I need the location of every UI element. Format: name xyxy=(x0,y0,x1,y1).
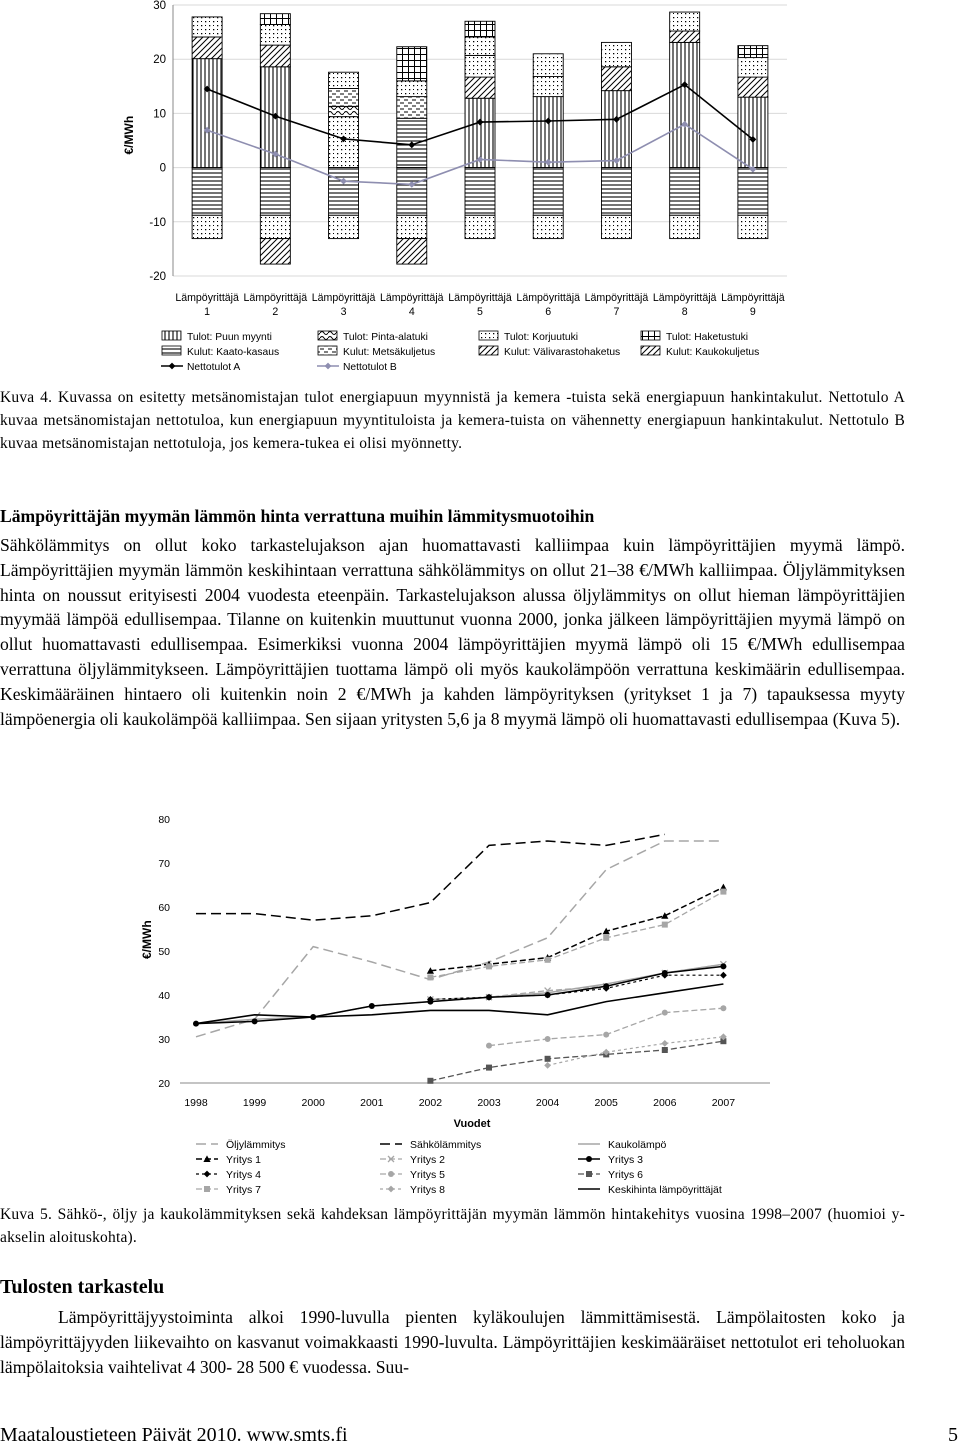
x-tick-label: 2004 xyxy=(535,1097,560,1109)
bar-segment xyxy=(329,88,359,106)
bar-segment xyxy=(260,45,290,67)
bar-segment xyxy=(670,31,700,42)
legend-swatch xyxy=(479,331,498,340)
y-tick-label: 80 xyxy=(158,814,170,826)
bar-segment xyxy=(533,97,563,168)
legend-label: Yritys 8 xyxy=(410,1184,446,1196)
series-marker xyxy=(545,1056,551,1062)
x-category-number: 8 xyxy=(681,306,688,318)
bar-segment xyxy=(329,215,359,238)
section-heading-results: Tulosten tarkastelu xyxy=(0,1276,165,1298)
x-category-number: 9 xyxy=(749,306,756,318)
bar-segment xyxy=(260,168,290,216)
legend-marker xyxy=(204,1186,210,1192)
bar-segment xyxy=(465,37,495,55)
legend-swatch xyxy=(479,346,498,355)
x-category-number: 7 xyxy=(613,306,620,318)
legend-label: Kulut: Välivarastohaketus xyxy=(504,347,621,358)
bar-segment xyxy=(738,46,768,58)
series-marker xyxy=(603,935,609,941)
x-category-number: 6 xyxy=(545,306,552,318)
series-line xyxy=(430,892,723,978)
legend-label: Öljylämmitys xyxy=(226,1139,286,1151)
series-line xyxy=(196,841,723,1037)
bar-segment xyxy=(533,215,563,238)
series-marker xyxy=(369,1003,375,1009)
x-category-label: Lämpöyrittäjä xyxy=(721,292,785,304)
x-category-label: Lämpöyrittäjä xyxy=(243,292,308,304)
bar-segment xyxy=(397,168,427,216)
x-category-label: Lämpöyrittäjä xyxy=(584,292,649,304)
bar-segment xyxy=(601,215,631,238)
legend-marker xyxy=(586,1171,592,1177)
series-marker xyxy=(662,922,668,928)
series-marker xyxy=(662,1047,668,1053)
bar-segment xyxy=(192,168,222,216)
figure-5-caption: Kuva 5. Sähkö-, öljy ja kaukolämmityksen sekä kahdeksan lämpöyrittäjän myymän lämmön hintakehitys vuosina 1998–2007 (huomioi y-akselin aloituskohta). xyxy=(0,1206,905,1246)
bar-segment xyxy=(670,42,700,167)
bar-segment xyxy=(465,168,495,216)
x-tick-label: 2006 xyxy=(653,1097,677,1109)
bar-segment xyxy=(397,215,427,238)
bar-segment xyxy=(533,168,563,216)
section-body-results: Lämpöyrittäjyystoiminta alkoi 1990-luvulla pienten kyläkoulujen lämmittämisestä. Lämpölaitosten koko ja lämpöyrittäjyyden liikevaihto on kasvanut voimakkaasti 1990-luvulta. Lämpöyrittäjien keskimääräiset nettotulot eri teholuokan lämpölaitoksia vaihtelivat 4 300- 28 500 € vuodessa. Suu- xyxy=(0,1307,905,1377)
footer-text: Maataloustieteen Päivät 2010. www.smts.fi xyxy=(0,1424,348,1446)
series-marker xyxy=(720,1005,726,1011)
series-marker xyxy=(252,1018,258,1024)
series-marker xyxy=(545,1036,551,1042)
legend-swatch xyxy=(318,331,337,340)
legend-label: Kulut: Kaukokuljetus xyxy=(666,347,760,358)
legend-label: Kulut: Metsäkuljetus xyxy=(343,347,436,358)
y-tick-label: 20 xyxy=(153,54,166,67)
bar-segment xyxy=(738,97,768,167)
bar-segment xyxy=(329,106,359,116)
series-marker xyxy=(486,1065,492,1071)
series-marker xyxy=(545,957,551,963)
bar-segment xyxy=(329,168,359,216)
y-tick-label: 0 xyxy=(159,162,166,175)
x-category-number: 2 xyxy=(272,306,279,318)
legend-label: Kaukolämpö xyxy=(608,1139,667,1151)
bar-segment xyxy=(260,14,290,25)
legend-marker xyxy=(586,1156,592,1162)
series-line xyxy=(430,887,723,971)
bar-segment xyxy=(670,215,700,238)
bar-segment xyxy=(192,59,222,168)
y-tick-label: 30 xyxy=(158,1034,170,1046)
x-tick-label: 2003 xyxy=(477,1097,501,1109)
x-category-label: Lämpöyrittäjä xyxy=(311,292,376,304)
x-tick-label: 2000 xyxy=(301,1097,325,1109)
legend-label: Yritys 6 xyxy=(608,1169,644,1181)
bar-segment xyxy=(192,215,222,238)
series-line xyxy=(430,975,723,999)
x-axis-label: Vuodet xyxy=(453,1118,491,1130)
legend-swatch xyxy=(318,346,337,355)
bar-segment xyxy=(260,25,290,46)
y-axis-label: €/MWh xyxy=(122,115,136,155)
x-tick-label: 1998 xyxy=(184,1097,208,1109)
bar-segment xyxy=(397,81,427,97)
series-marker xyxy=(486,1043,492,1049)
bar-segment xyxy=(738,77,768,97)
bar-segment xyxy=(533,54,563,77)
legend-label: Nettotulot B xyxy=(343,362,397,373)
bar-segment xyxy=(260,215,290,238)
bar-segment xyxy=(670,168,700,216)
bar-segment xyxy=(601,42,631,66)
x-category-label: Lämpöyrittäjä xyxy=(448,292,512,304)
legend-label: Tulot: Haketustuki xyxy=(666,332,749,343)
series-line xyxy=(430,964,723,999)
figure-4-stacked-bar-chart xyxy=(0,0,960,380)
bar-segment xyxy=(465,55,495,77)
legend-label: Tulot: Puun myynti xyxy=(187,332,272,343)
x-tick-label: 1999 xyxy=(242,1097,267,1109)
y-axis-label: €/MWh xyxy=(140,920,154,959)
legend-label: Yritys 3 xyxy=(608,1154,644,1166)
bar-segment xyxy=(192,37,222,59)
legend-label: Tulot: Pinta-alatuki xyxy=(343,332,428,343)
bar-segment xyxy=(465,215,495,238)
bar-segment xyxy=(465,77,495,98)
bar-segment xyxy=(397,239,427,264)
legend-label: Yritys 2 xyxy=(410,1154,446,1166)
legend-swatch xyxy=(641,346,660,355)
series-marker xyxy=(720,889,726,895)
y-tick-label: 20 xyxy=(158,1078,170,1090)
figure-5-line-chart xyxy=(0,800,960,1200)
section-body-heat-price: Sähkölämmitys on ollut koko tarkastelujakson ajan huomattavasti kalliimpaa kuin lämpöyrittäjien myymä lämpö. Lämpöyrittäjien myymän lämmön keskihintaan verrattuna sähkölämmitys on ollut 21–38 €/MWh kalliimpaa. Öljylämmityksen hinta on noussut erityisesti 2004 vuodesta eteenpäin. Tarkastelujakson alussa öljylämmitys on ollut hieman lämpöyrittäjien myymää lämpöä edullisempaa. Tilanne on kuitenkin muuttunut vuonna 2000, jonka jälkeen lämpöyrittäjien myymä lämpö on ollut huomattavasti edullisempaa. Esimerkiksi vuonna 2004 lämpöyrittäjien myymä lämpö oli 15 €/MWh edullisempaa verrattuna öljylämmitykseen. Lämpöyrittäjien tuottama lämpö oli myös kaukolämpöön verrattuna keskimäärin edullisempaa. Keskimääräinen hintaero oli kuitenkin noin 2 €/MWh ja kahden lämpöyrityksen (yritykset 1 ja 7) tapauksessa myyty lämpöenergia oli kaukolämpöä kalliimpaa. Sen sijaan yritysten 5,6 ja 8 myymä lämpö oli huomattavasti edullisempaa (Kuva 5). xyxy=(0,535,905,729)
page-footer xyxy=(0,1424,958,1447)
legend-swatch xyxy=(162,346,181,355)
series-marker xyxy=(603,1032,609,1038)
bar-segment xyxy=(601,168,631,216)
bar-segment xyxy=(738,168,768,216)
bar-segment xyxy=(533,77,563,97)
legend-swatch xyxy=(162,331,181,340)
series-line xyxy=(196,984,723,1024)
legend-label: Yritys 7 xyxy=(226,1184,262,1196)
x-category-label: Lämpöyrittäjä xyxy=(175,292,239,304)
x-category-label: Lämpöyrittäjä xyxy=(379,292,444,304)
page-number: 5 xyxy=(948,1424,958,1446)
x-tick-label: 2001 xyxy=(360,1097,384,1109)
legend-marker xyxy=(388,1186,395,1193)
series-marker xyxy=(720,972,727,979)
x-category-label: Lämpöyrittäjä xyxy=(652,292,717,304)
bar-segment xyxy=(601,67,631,91)
bar-segment xyxy=(670,12,700,31)
y-tick-label: 30 xyxy=(153,0,166,12)
y-tick-label: 70 xyxy=(158,858,170,870)
bar-segment xyxy=(465,21,495,37)
bar-segment xyxy=(192,17,222,37)
legend-marker xyxy=(204,1171,211,1178)
bar-segment xyxy=(397,97,427,119)
series-marker xyxy=(661,1040,668,1047)
x-category-number: 4 xyxy=(408,306,415,318)
legend-marker xyxy=(325,363,332,370)
section-heading-heat-price: Lämpöyrittäjän myymän lämmön hinta verrattuna muihin lämmitysmuotoihin xyxy=(0,506,595,526)
legend-label: Kulut: Kaato-kasaus xyxy=(187,347,280,358)
legend-label: Keskihinta lämpöyrittäjät xyxy=(608,1184,722,1196)
x-category-number: 5 xyxy=(477,306,483,318)
series-line xyxy=(548,1037,724,1066)
y-tick-label: 10 xyxy=(153,108,166,121)
legend-label: Yritys 1 xyxy=(226,1154,262,1166)
bar-segment xyxy=(738,215,768,238)
series-marker xyxy=(662,1010,668,1016)
legend-swatch xyxy=(641,331,660,340)
legend-label: Nettotulot A xyxy=(187,362,241,373)
series-marker xyxy=(720,963,726,969)
bar-segment xyxy=(601,91,631,168)
series-line xyxy=(196,834,665,920)
series-marker xyxy=(486,963,492,969)
y-tick-label: 60 xyxy=(158,902,170,914)
x-category-number: 1 xyxy=(204,306,211,318)
x-tick-label: 2007 xyxy=(711,1097,736,1109)
bar-segment xyxy=(260,239,290,264)
bar-segment xyxy=(329,72,359,88)
series-marker xyxy=(544,1062,551,1069)
legend-label: Yritys 5 xyxy=(410,1169,446,1181)
y-tick-label: 50 xyxy=(158,946,170,958)
series-marker xyxy=(427,974,433,980)
x-category-number: 3 xyxy=(340,306,347,318)
y-tick-label: -10 xyxy=(149,216,166,229)
legend-label: Tulot: Korjuutuki xyxy=(504,332,579,343)
legend-marker xyxy=(388,1171,394,1177)
legend-label: Yritys 4 xyxy=(226,1169,262,1181)
bar-segment xyxy=(738,58,768,78)
legend-marker xyxy=(169,363,176,370)
series-marker xyxy=(427,1078,433,1084)
bar-segment xyxy=(397,47,427,81)
figure-4-caption: Kuva 4. Kuvassa on esitetty metsänomistajan tulot energiapuun myynnistä ja kemera -tuista sekä energiapuun hankintakulut. Nettotulo A kuvaa metsänomistajan nettotuloa, kun energiapuun myyntituloista ja kemera-tuista on vähennetty energiapuun hankintakulut. Nettotulo B kuvaa metsänomistajan nettotuloja, jos kemera-tukea ei olisi myönnetty. xyxy=(0,389,905,452)
series-marker xyxy=(661,912,668,919)
series-line xyxy=(430,1041,723,1081)
x-tick-label: 2005 xyxy=(594,1097,618,1109)
legend-label: Sähkölämmitys xyxy=(410,1139,482,1151)
x-tick-label: 2002 xyxy=(418,1097,443,1109)
x-category-label: Lämpöyrittäjä xyxy=(516,292,581,304)
y-tick-label: -20 xyxy=(149,271,166,283)
y-tick-label: 40 xyxy=(158,990,170,1002)
